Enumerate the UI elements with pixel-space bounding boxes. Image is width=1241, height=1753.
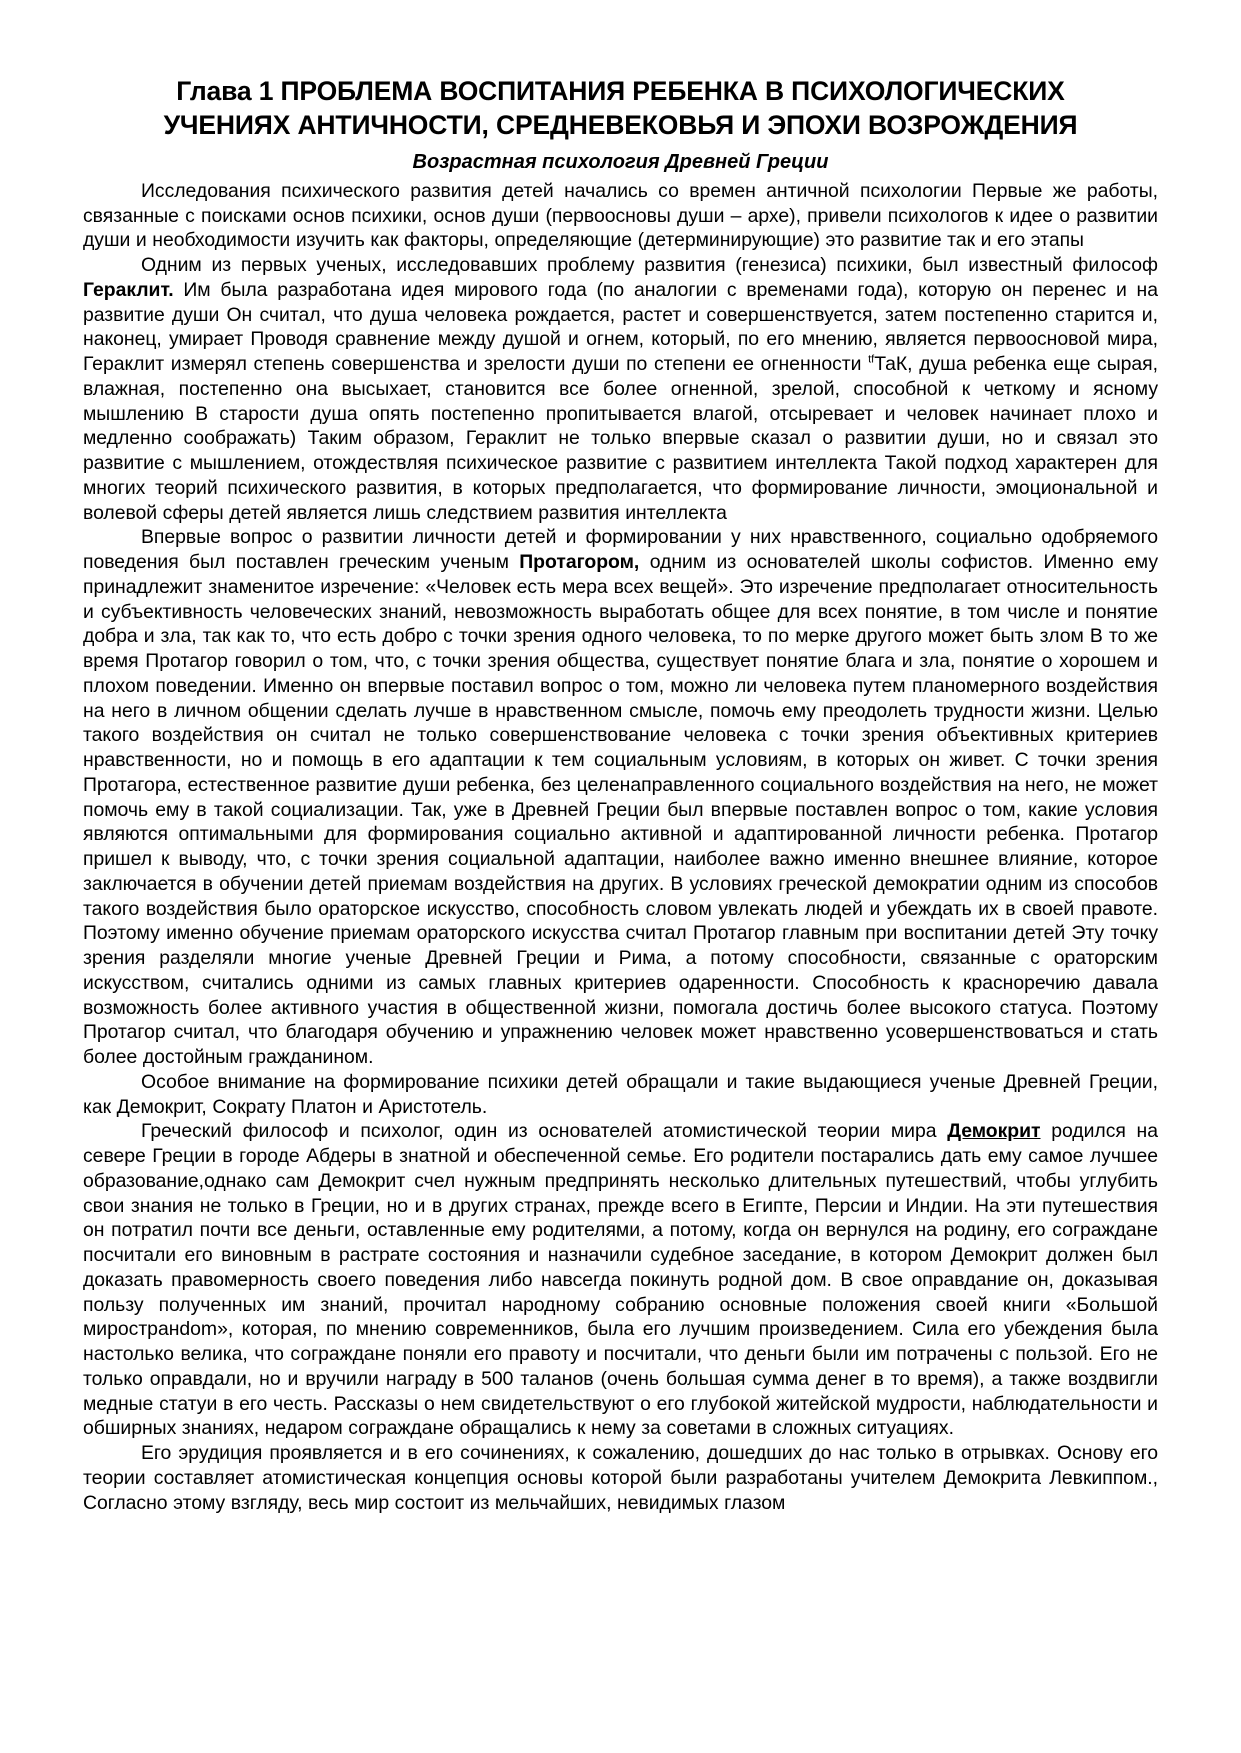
paragraph-p4 [83,1070,1158,1120]
paragraph-p2 [83,253,1158,525]
text-run: родился на севере Греции в городе Абдеры в знатной и обеспеченной семье. Его родители постарались дать ему самое лучшее образование,однако сам Демокрит счел нужным предпринять несколько длительных путешествий, чтобы углубить свои знания не только в Греции, но и в других странах, прежде всего в Египте, Персии и Индии. На эти путешествия он потратил почти все деньги, оставленные ему родителями, а потому, когда он вернулся на родину, его сограждане посчитали его виновным в растрате состояния и назначили судебное заседание, в котором Демокрит должен был доказать правомерность своего поведения либо навсегда покинуть родной дом. В свое оправдание он, доказывая пользу полученных им знаний, прочитал народному собранию основные положения своей книги «Большой миространdom», которая, по мнению современников, была его лучшим произведением. Сила его убеждения была настолько велика, что сограждане поняли его правоту и посчитали, что деньги были им потрачены с пользой. Его не только оправдали, но и вручили награду в 500 таланов (очень большая сумма денег в то время), а также воздвигли медные статуи в его честь. Рассказы о нем свидетельствуют о его глубокой житейской мудрости, наблюдательности и обширных знаниях, недаром сограждане обращались к нему за советами в сложных ситуациях. [83,1120,1158,1440]
text-run: Исследования психического развития детей начались со времен античной психологии Первые же работы, связанные с поисками основ психики, основ души (первоосновы души – архе), привели психологов к идее о развитии души и необходимости изучить как факторы, определяющие (детерминирующие) это развитие так и его этапы [83,179,1158,252]
text-run: Впервые вопрос о развитии личности детей и формировании у них нравственного, социально одобряемого поведения был поставлен греческим ученым [83,526,1158,574]
document-body [83,179,1158,1516]
section-subtitle: Возрастная психология Древней Греции [412,150,829,173]
emphasis-bold: Гераклит. [83,278,174,301]
text-run: Греческий философ и психолог, один из основателей атомистической теории мира [141,1120,948,1143]
page-title-line-1: Глава 1 ПРОБЛЕМА ВОСПИТАНИЯ РЕБЕНКА В ПСИХОЛОГИЧЕСКИХ [176,76,1065,106]
paragraph-p1 [83,179,1158,253]
text-run: Одним из первых ученых, исследовавших проблему развития (генезиса) психики, был известный философ [141,254,1158,277]
emphasis-bold-underline: Демокрит [947,1120,1041,1143]
text-run: ТаК, душа ребенка еще сырая, влажная, постепенно она высыхает, становится все более огненной, зрелой, способной к четкому и ясному мышлению В старости душа опять постепенно пропитывается влагой, отсыревает и человек начинает плохо и медленно соображать) Таким образом, Гераклит не только впервые сказал о развитии души, но и связал это развитие с мышлением, отождествляя психическое развитие с развитием интеллекта Такой подход характерен для многих теорий психического развития, в которых предполагается, что формирование личности, эмоциональной и волевой сферы детей является лишь следствием развития интеллекта [83,353,1158,524]
page-title-line-2: УЧЕНИЯХ АНТИЧНОСТИ, СРЕДНЕВЕКОВЬЯ И ЭПОХИ ВОЗРОЖДЕНИЯ [163,110,1078,141]
paragraph-p6 [83,1441,1158,1515]
text-run: Им была разработана идея мирового года (по аналогии с временами года), которую он перенес и на развитие души Он считал, что душа человека рождается, растет и совершенствуется, затем постепенно старится и, наконец, умирает Проводя сравнение между душой и огнем, который, по его мнению, является первоосновой мира, Гераклит измерял степень совершенства и зрелости души по степени ее огненности [83,278,1158,376]
text-run: Особое внимание на формирование психики детей обращали и такие выдающиеся ученые Древней Греции, как Демокрит, Сократу Платон и Аристотель. [83,1070,1158,1118]
page-title [83,74,1158,143]
paragraph-p3 [83,525,1158,1070]
footnote-marker: tf [868,353,875,366]
emphasis-bold: Протагором, [519,551,640,574]
text-run: Его эрудиция проявляется и в его сочинениях, к сожалению, дошедших до нас только в отрывках. Основу его теории составляет атомистическая концепция основы которой были разработаны учителем Демокрита Левкиппом., Согласно этому взгляду, весь мир состоит из мельчайших, невидимых глазом [83,1442,1158,1514]
paragraph-p5 [83,1119,1158,1441]
text-run: одним из основателей школы софистов. Именно ему принадлежит знаменитое изречение: «Человек есть мера всех вещей». Это изречение предполагает относительность и субъективность человеческих знаний, невозможность выработать общее для всех понятие, в том числе и понятие добра и зла, так как то, что есть добро с точки зрения одного человека, то по мерке другого может быть злом В то же время Протагор говорил о том, что, с точки зрения общества, существует понятие блага и зла, понятие о хорошем и плохом поведении. Именно он впервые поставил вопрос о том, можно ли человека путем планомерного воздействия на него в личном общении сделать лучше в нравственном смысле, помочь ему преодолеть трудности жизни. Целью такого воздействия он считал не только совершенствование человека с точки зрения объективных критериев нравственности, но и помощь в его адаптации к тем социальным условиям, в которых он живет. С точки зрения Протагора, естественное развитие души ребенка, без целенаправленного социального воздействия на него, не может помочь ему в такой социализации. Так, уже в Древней Греции был впервые поставлен вопрос о том, какие условия являются оптимальными для формирования социально активной и адаптированной личности ребенка. Протагор пришел к выводу, что, с точки зрения социальной адаптации, наиболее важно именно внешнее влияние, которое заключается в обучении детей приемам воздействия на других. В условиях греческой демократии одним из способов такого воздействия было ораторское искусство, способность словом увлекать людей и убеждать их в своей правоте. Поэтому именно обучение приемам ораторского искусства считал Протагор главным при воспитании детей Эту точку зрения разделяли многие ученые Древней Греции и Рима, а потому способности, связанные с ораторским искусством, считались одними из самых главных критериев одаренности. Способность к красноречию давала возможность более активного участия в общественной жизни, помогала достичь более высокого статуса. Поэтому Протагор считал, что благодаря обучению и упражнению человек может нравственно усовершенствоваться и стать более достойным гражданином. [83,551,1158,1069]
